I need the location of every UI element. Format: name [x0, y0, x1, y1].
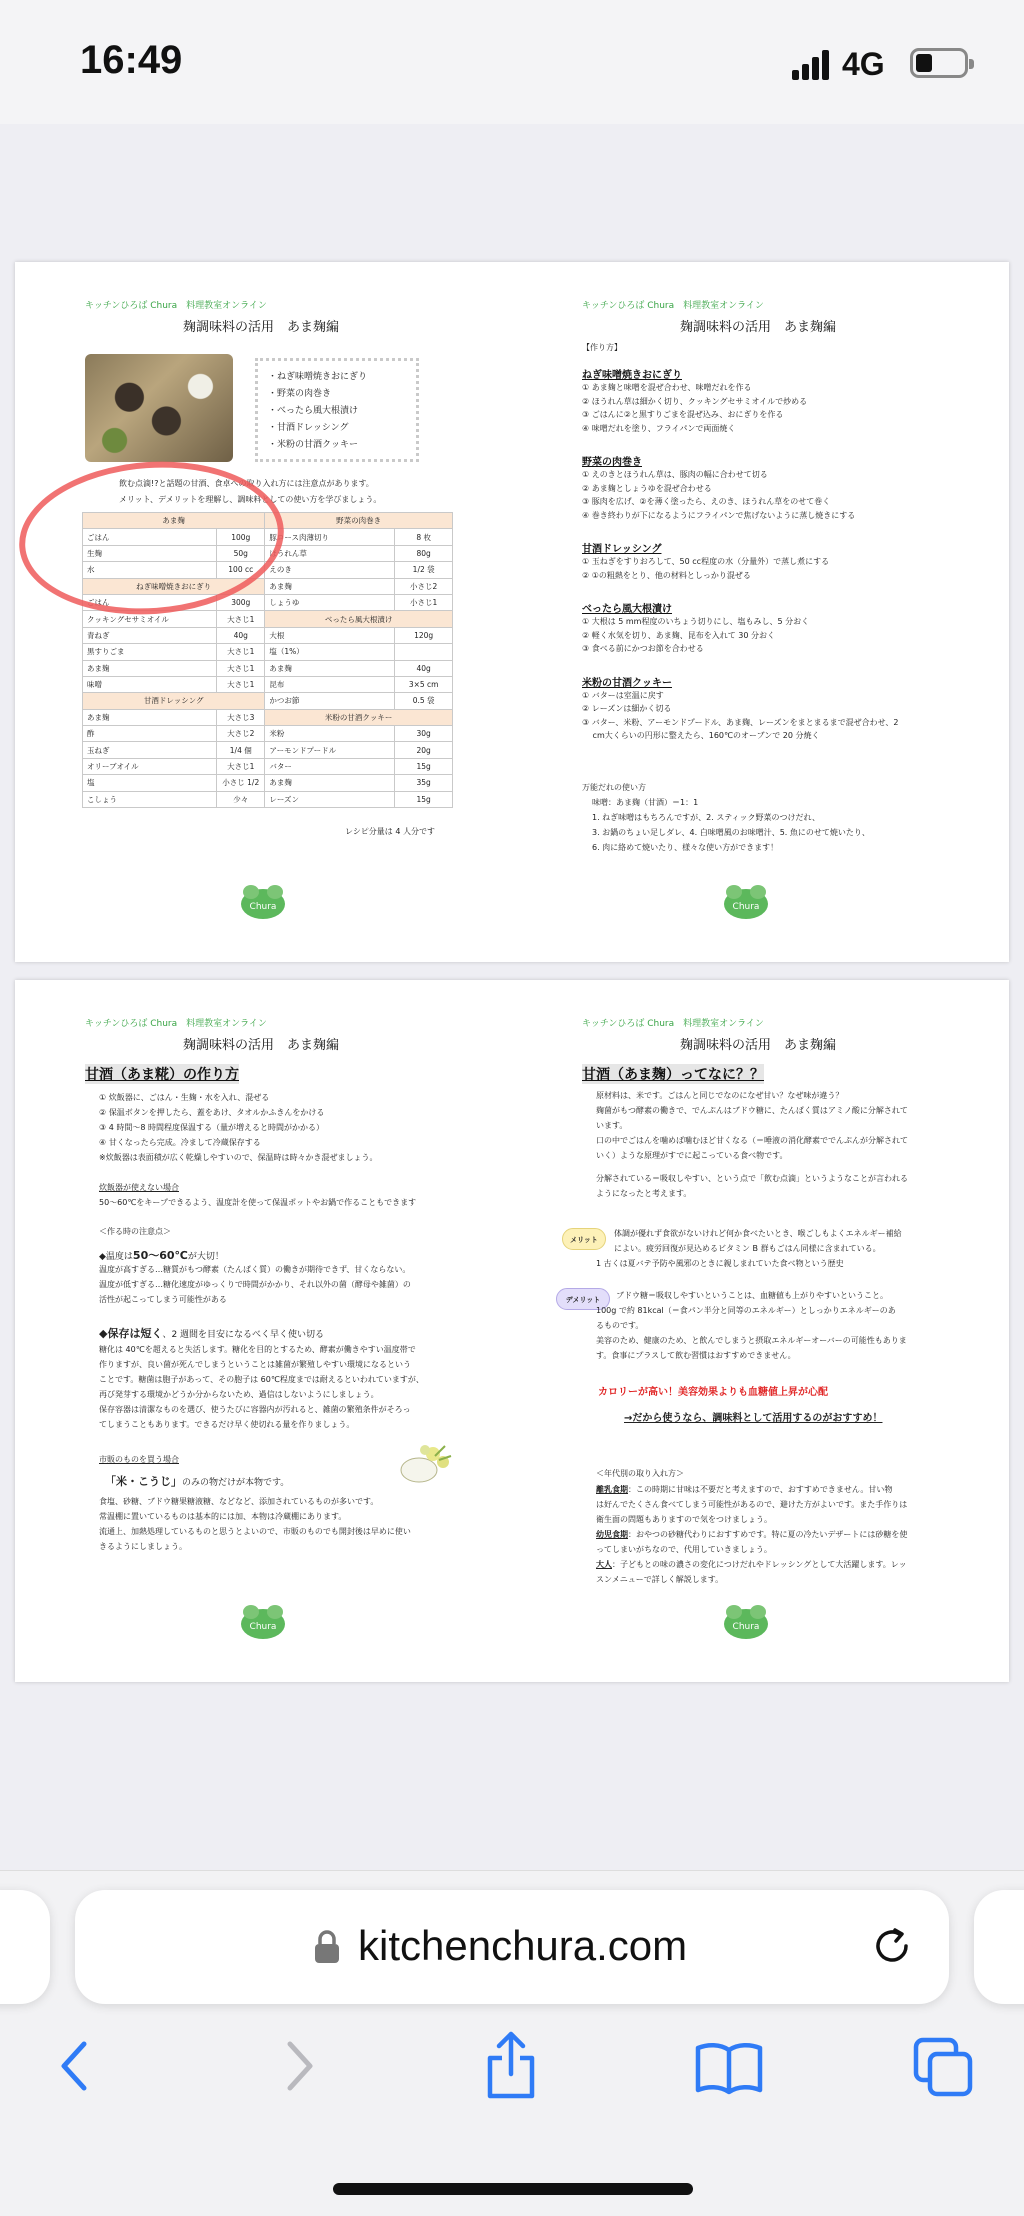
storage-heading: ◆保存は短く、2 週間を目安になるべく早く使い切る: [99, 1327, 325, 1340]
no-cooker-text: 50〜60℃をキープできるよう、温度計を使って保温ポットやお鍋で作ることもできます: [99, 1198, 417, 1207]
school-header: キッチンひろば Chura 料理教室オンライン: [85, 301, 267, 311]
reload-icon[interactable]: [868, 1922, 916, 1970]
ingredient-amount: 20g: [395, 742, 453, 758]
ingredient-name: オリーブオイル: [83, 758, 217, 774]
ingredient-amount: 35g: [395, 775, 453, 791]
ingredient-name: 大根: [265, 627, 395, 643]
temperature-note: 温度が低すぎる…糖化速度がゆっくりで時間がかかり、それ以外の菌（酵母や雑菌）の: [99, 1280, 411, 1289]
school-header: キッチンひろば Chura 料理教室オンライン: [582, 1019, 764, 1029]
age-title: ＜年代別の取り入れ方＞: [596, 1469, 684, 1478]
chura-logo: [237, 882, 289, 922]
merit-text: 1 古くは夏バテ予防や風邪のときに親しまれていた食べ物という歴史: [596, 1259, 844, 1268]
market-note: きるようにしましょう。: [99, 1542, 187, 1551]
ingredient-amount: 小さじ 1/2: [217, 775, 265, 791]
age-guidance: 離乳食期：この時期に甘味は不要だと考えますので、おすすめできません。甘い物: [596, 1485, 893, 1494]
status-bar: [0, 0, 1024, 124]
page-title: 麹調味料の活用 あま麹編: [680, 320, 837, 335]
table-row: [83, 709, 453, 725]
temperature-note: 温度が高すぎる…糖質がもつ酵素（たんぱく質）の働きが期待できず、甘くならない。: [99, 1265, 411, 1274]
food-photo: [85, 354, 233, 462]
process-step: ※炊飯器は表面積が広く乾燥しやすいので、保温時は時々かき混ぜましょう。: [99, 1153, 378, 1162]
bookmarks-icon[interactable]: [694, 2040, 764, 2096]
ingredient-amount: 大さじ2: [217, 726, 265, 742]
svg-text:Chura: Chura: [732, 1622, 760, 1632]
instruction-step: ② あま麹としょうゆを混ぜ合わせる: [582, 483, 712, 493]
demerit-text: す。食事にプラスして飲む習慣はおすすめできません。: [596, 1351, 796, 1360]
storage-note: てしまうこともあります。できるだけ早く使切れる量を作りましょう。: [99, 1420, 355, 1429]
ingredient-name: こしょう: [83, 791, 217, 807]
intro-text: ようになったと考えます。: [596, 1189, 692, 1198]
menu-item: ・甘酒ドレッシング: [268, 423, 349, 433]
age-guidance: スンメニューで詳しく解説します。: [596, 1575, 724, 1584]
ingredient-name: クッキングセサミオイル: [83, 611, 217, 627]
serving-note: レシピ分量は 4 人分です: [345, 827, 435, 836]
table-section-header: べったら風大根漬け: [265, 611, 453, 627]
table-section-header: 甘酒ドレッシング: [83, 693, 265, 709]
document-page-1: [15, 262, 1009, 962]
ingredient-name: 塩（1%）: [265, 644, 395, 660]
intro-text: 分解されている＝吸収しやすい、という点で「飲む点滴」というようなことが言われる: [596, 1174, 908, 1183]
ingredient-amount: 300g: [217, 594, 265, 610]
ingredient-amount: 少々: [217, 791, 265, 807]
next-tab-peek[interactable]: [974, 1890, 1024, 2004]
ingredient-amount: 大さじ1: [217, 758, 265, 774]
market-heading: 「米・こうじ」のみの物だけが本物です。: [105, 1475, 290, 1488]
demerit-badge: デメリット: [556, 1288, 610, 1310]
intro-text: 原材料は、米です。ごはんと同じでなのになぜ甘い？なぜ味が違う？: [596, 1091, 844, 1100]
ingredient-amount: 100 cc: [217, 562, 265, 578]
ingredient-name: 塩: [83, 775, 217, 791]
instruction-section-title: べったら風大根漬け: [582, 604, 672, 615]
intro-text: 麹菌がもつ酵素の働きで、でんぷんはブドウ糖に、たんぱく質はアミノ酸に分解されて: [596, 1106, 908, 1115]
tips-title: 万能だれの使い方: [582, 783, 646, 792]
ingredient-name: ごはん: [83, 594, 217, 610]
instruction-step: ① 玉ねぎをすりおろして、50 cc程度の水（分量外）で蒸し煮にする: [582, 557, 830, 566]
instruction-step: ② ①の粗熱をとり、他の材料としっかり混ぜる: [582, 570, 751, 580]
table-row: [83, 693, 453, 709]
demerit-text: ブドウ糖＝吸収しやすいということは、血糖値も上がりやすいということ。: [616, 1291, 888, 1300]
instruction-section-title: ねぎ味噌焼きおにぎり: [582, 370, 682, 381]
ingredient-name: あま麹: [83, 709, 217, 725]
temperature-note: 活性が起こってしまう可能性がある: [99, 1295, 227, 1304]
ingredient-amount: 1/2 袋: [395, 562, 453, 578]
intro-text: いく）ような原理がすでに起こっている食べ物です。: [596, 1151, 788, 1160]
ingredient-name: 黒すりごま: [83, 644, 217, 660]
instruction-step: ③ ごはんに②と黒すりごまを混ぜ込み、おにぎりを作る: [582, 410, 784, 419]
clock: 16:49: [80, 38, 183, 82]
ingredient-name: 昆布: [265, 676, 395, 692]
ingredient-name: あま麹: [265, 660, 395, 676]
section-title: 甘酒（あま麹）ってなに？？: [582, 1064, 764, 1084]
instruction-section-title: 野菜の肉巻き: [582, 457, 642, 468]
storage-note: 糖化は 40℃を超えると失活します。糖化を目的とするため、酵素が働きやすい温度帯で: [99, 1345, 416, 1354]
instruction-section-title: 甘酒ドレッシング: [582, 544, 662, 555]
merit-badge: メリット: [562, 1228, 606, 1250]
ingredient-amount: 100g: [217, 529, 265, 545]
ingredient-name: かつお節: [265, 693, 395, 709]
table-row: [83, 726, 453, 742]
lock-icon: [314, 1930, 340, 1964]
chura-logo: [720, 1602, 772, 1642]
page-title: 麹調味料の活用 あま麹編: [183, 320, 340, 335]
table-row: [83, 676, 453, 692]
instruction-step: cm大くらいの円形に整えたら、160℃のオーブンで 20 分焼く: [582, 731, 820, 740]
page2-right-column: [512, 980, 1009, 1682]
recommend-text: →だから使うなら、調味料として活用するのがおすすめ！: [624, 1413, 883, 1424]
warning-text: カロリーが高い！美容効果よりも血糖値上昇が心配: [598, 1387, 828, 1398]
storage-note: 再び発芽する環境かどうか分からないため、過信はしないようにしましょう。: [99, 1390, 379, 1399]
battery-icon: [910, 48, 968, 78]
ingredient-name: 水: [83, 562, 217, 578]
process-step: ③ 4 時間〜8 時間程度保温する（量が増えると時間がかかる）: [99, 1123, 324, 1132]
menu-item: ・野菜の肉巻き: [268, 389, 332, 399]
ingredient-amount: 40g: [217, 627, 265, 643]
ingredient-amount: 15g: [395, 758, 453, 774]
table-section-header: あま麹: [83, 513, 265, 529]
chura-logo: [720, 882, 772, 922]
tips-line: 6. 肉に絡めて焼いたり、様々な使い方ができます！: [592, 843, 779, 852]
instruction-step: ② ほうれん草は細かく切り、クッキングセサミオイルで炒める: [582, 396, 808, 406]
ingredient-amount: 0.5 袋: [395, 693, 453, 709]
ingredient-name: 豚ロース肉薄切り: [265, 529, 395, 545]
school-header: キッチンひろば Chura 料理教室オンライン: [85, 1019, 267, 1029]
instruction-step: ② レーズンは細かく切る: [582, 704, 672, 713]
instruction-step: ① バターは室温に戻す: [582, 690, 664, 700]
ingredient-amount: 大さじ1: [217, 611, 265, 627]
ingredient-name: しょうゆ: [265, 594, 395, 610]
menu-box: [255, 358, 419, 462]
demerit-text: 美容のため、健康のため、と飲んでしまうと摂取エネルギーオーバーの可能性もありま: [596, 1336, 907, 1345]
ingredient-name: あま麹: [83, 660, 217, 676]
menu-item: ・米粉の甘酒クッキー: [268, 440, 359, 450]
instruction-step: ② 軽く水気を切り、あま麹、昆布を入れて 30 分おく: [582, 630, 775, 640]
intro-text: います。: [596, 1121, 628, 1130]
temp-heading: ◆温度は50〜60℃が大切！: [99, 1249, 224, 1262]
ingredient-name: あま麹: [265, 775, 395, 791]
url-text[interactable]: kitchenchura.com: [358, 1922, 688, 1969]
process-step: ④ 甘くなったら完成。冷まして冷蔵保存する: [99, 1138, 261, 1147]
market-note: 食塩、砂糖、ブドウ糖果糖液糖、などなど、添加されているものが多いです。: [99, 1497, 379, 1506]
storage-note: 保存容器は清潔なものを選び、使うたびに容器内が汚れると、雑菌の繁殖条件がそろっ: [99, 1405, 411, 1414]
market-note: 常温棚に置いているものは基本的には加、本物は冷蔵棚にあります。: [99, 1512, 347, 1521]
chura-logo: [237, 1602, 289, 1642]
section-title: 甘酒（あま糀）の作り方: [85, 1064, 239, 1084]
page1-left-column: [15, 262, 512, 962]
page2-left-column: [15, 980, 512, 1682]
merit-text: 体調が優れず食欲がないけれど何か食べたいとき、喉ごしもよくエネルギー補給: [614, 1229, 902, 1238]
ingredient-amount: 大さじ1: [217, 660, 265, 676]
demerit-text: 100g で約 81kcal（＝食パン半分と同等のエネルギー）としっかりエネルギーのあ: [596, 1306, 896, 1315]
svg-text:Chura: Chura: [249, 1622, 277, 1632]
table-row: [83, 742, 453, 758]
ingredient-amount: 30g: [395, 726, 453, 742]
table-row: [83, 660, 453, 676]
home-indicator: [333, 2183, 693, 2195]
ingredient-name: ごはん: [83, 529, 217, 545]
koji-illustration-icon: [395, 1442, 453, 1486]
instruction-step: ① えのきとほうれん草は、豚肉の幅に合わせて切る: [582, 470, 768, 479]
page-title: 麹調味料の活用 あま麹編: [183, 1038, 340, 1053]
school-header: キッチンひろば Chura 料理教室オンライン: [582, 301, 764, 311]
demerit-text: るものです。: [596, 1321, 644, 1330]
table-section-header: ねぎ味噌焼きおにぎり: [83, 578, 265, 594]
instruction-step: ④ 巻き終わりが下になるようにフライパンで焦げないように蒸し焼きにする: [582, 510, 856, 520]
previous-tab-peek[interactable]: [0, 1890, 50, 2004]
ingredient-name: レーズン: [265, 791, 395, 807]
svg-text:Chura: Chura: [249, 902, 277, 912]
back-icon[interactable]: [56, 2038, 96, 2094]
page1-right-column: [512, 262, 1009, 962]
age-guidance: 衛生面の問題もありますので気をつけましょう。: [596, 1515, 772, 1524]
process-step: ② 保温ボタンを押したら、蓋をあけ、タオルかふきんをかける: [99, 1108, 325, 1117]
ingredient-name: 米粉: [265, 726, 395, 742]
table-row: [83, 775, 453, 791]
ingredient-name: 青ねぎ: [83, 627, 217, 643]
instructions-label: 【作り方】: [582, 343, 622, 352]
ingredient-name: アーモンドプードル: [265, 742, 395, 758]
tips-line: 味噌：あま麹（甘酒）＝1：1: [592, 798, 699, 807]
ingredient-amount: 大さじ1: [217, 644, 265, 660]
table-row: [83, 758, 453, 774]
storage-note: 作りますが、良い菌が死んでしまうということは雑菌が繁殖しやすい環境になるという: [99, 1360, 411, 1369]
tabs-icon[interactable]: [912, 2036, 974, 2098]
table-row: [83, 791, 453, 807]
process-step: ① 炊飯器に、ごはん・生麹・水を入れ、混ぜる: [99, 1093, 270, 1102]
menu-item: ・ねぎ味噌焼きおにぎり: [268, 372, 368, 382]
merit-text: によい。疲労回復が見込めるビタミン B 群もごはん同様に含まれている。: [614, 1244, 881, 1253]
ingredient-amount: 8 枚: [395, 529, 453, 545]
tips-line: 3. お鍋のちょい足しダレ、4. 白味噌風のお味噌汁、5. 魚にのせて焼いたり、: [592, 828, 870, 837]
market-note: 流通上、加熱処理しているものと思うとよいので、市販のものでも開封後は早めに使い: [99, 1527, 411, 1536]
ingredient-name: ほうれん草: [265, 545, 395, 561]
page-title: 麹調味料の活用 あま麹編: [680, 1038, 837, 1053]
instruction-step: ③ 食べる前にかつお節を合わせる: [582, 644, 704, 653]
ingredient-amount: 3×5 cm: [395, 676, 453, 692]
no-cooker-title: 炊飯器が使えない場合: [99, 1183, 179, 1192]
ingredient-amount: [395, 644, 453, 660]
ingredient-amount: 40g: [395, 660, 453, 676]
ingredient-name: 味噌: [83, 676, 217, 692]
ingredient-amount: 15g: [395, 791, 453, 807]
ingredient-amount: 小さじ1: [395, 594, 453, 610]
table-section-header: 米粉の甘酒クッキー: [265, 709, 453, 725]
tips-line: 1. ねぎ味噌はもちろんですが、2. スティック野菜のつけだれ、: [592, 813, 821, 822]
instruction-step: ③ 豚肉を広げ、②を薄く塗ったら、えのき、ほうれん草をのせて巻く: [582, 497, 831, 506]
document-page-2: [15, 980, 1009, 1682]
instruction-step: ③ バター、米粉、アーモンドプードル、あま麹、レーズンをまとまるまで混ぜ合わせ、2: [582, 717, 899, 727]
ingredient-amount: 80g: [395, 545, 453, 561]
ingredient-name: バター: [265, 758, 395, 774]
intro-line-2: メリット、デメリットを理解し、調味料としての使い方を学びましょう。: [119, 495, 382, 504]
age-guidance: 大人：子どもとの味の濃さの変化につけだれやドレッシングとして大活躍します。レッ: [596, 1560, 907, 1569]
age-guidance: ってしまいがちなので、代用していきましょう。: [596, 1545, 772, 1554]
market-title: 市販のものを買う場合: [99, 1455, 179, 1464]
svg-text:Chura: Chura: [732, 902, 760, 912]
intro-text: 口の中でごはんを噛めば噛むほど甘くなる（＝唾液の消化酵素ででんぷんが分解されて: [596, 1136, 908, 1145]
age-guidance: 幼児食期：おやつの砂糖代わりにおすすめです。特に夏の冷たいデザートには砂糖を使: [596, 1530, 908, 1539]
ingredient-amount: 50g: [217, 545, 265, 561]
ingredient-name: あま麹: [265, 578, 395, 594]
table-section-header: 野菜の肉巻き: [265, 513, 453, 529]
table-row: [83, 644, 453, 660]
ingredient-amount: 大さじ3: [217, 709, 265, 725]
ingredient-name: 酢: [83, 726, 217, 742]
share-icon[interactable]: [482, 2030, 540, 2100]
age-guidance: は好んでたくさん食べてしまう可能性があるので、避けた方がよいです。また手作りは: [596, 1500, 908, 1509]
instruction-step: ① 大根は 5 mm程度のいちょう切りにし、塩もみし、5 分おく: [582, 617, 810, 626]
instruction-section-title: 米粉の甘酒クッキー: [582, 677, 672, 689]
ingredient-amount: 1/4 個: [217, 742, 265, 758]
ingredient-name: えのき: [265, 562, 395, 578]
age-label: 幼児食期: [596, 1530, 628, 1539]
ingredient-amount: 大さじ1: [217, 676, 265, 692]
age-label: 大人: [596, 1560, 612, 1569]
points-title: ＜作る時の注意点＞: [99, 1227, 171, 1236]
instruction-step: ① あま麹と味噌を混ぜ合わせ、味噌だれを作る: [582, 383, 752, 392]
intro-line-1: 飲む点滴!?と話題の甘酒、食卓への取り入れ方には注意点があります。: [119, 479, 374, 488]
age-label: 離乳食期: [596, 1485, 628, 1494]
signal-icon: [792, 48, 832, 80]
forward-icon[interactable]: [278, 2038, 318, 2094]
ingredient-name: 生麹: [83, 545, 217, 561]
network-type: 4G: [842, 46, 885, 82]
ingredient-name: 玉ねぎ: [83, 742, 217, 758]
ingredient-amount: 120g: [395, 627, 453, 643]
storage-note: ことです。糖菌は胞子があって、その胞子は 60℃程度までは耐えるといわれていますが、: [99, 1375, 424, 1384]
ingredient-amount: 小さじ2: [395, 578, 453, 594]
table-row: [83, 627, 453, 643]
menu-item: ・べったら風大根漬け: [268, 406, 359, 416]
instruction-step: ④ 味噌だれを塗り、フライパンで両面焼く: [582, 423, 736, 433]
